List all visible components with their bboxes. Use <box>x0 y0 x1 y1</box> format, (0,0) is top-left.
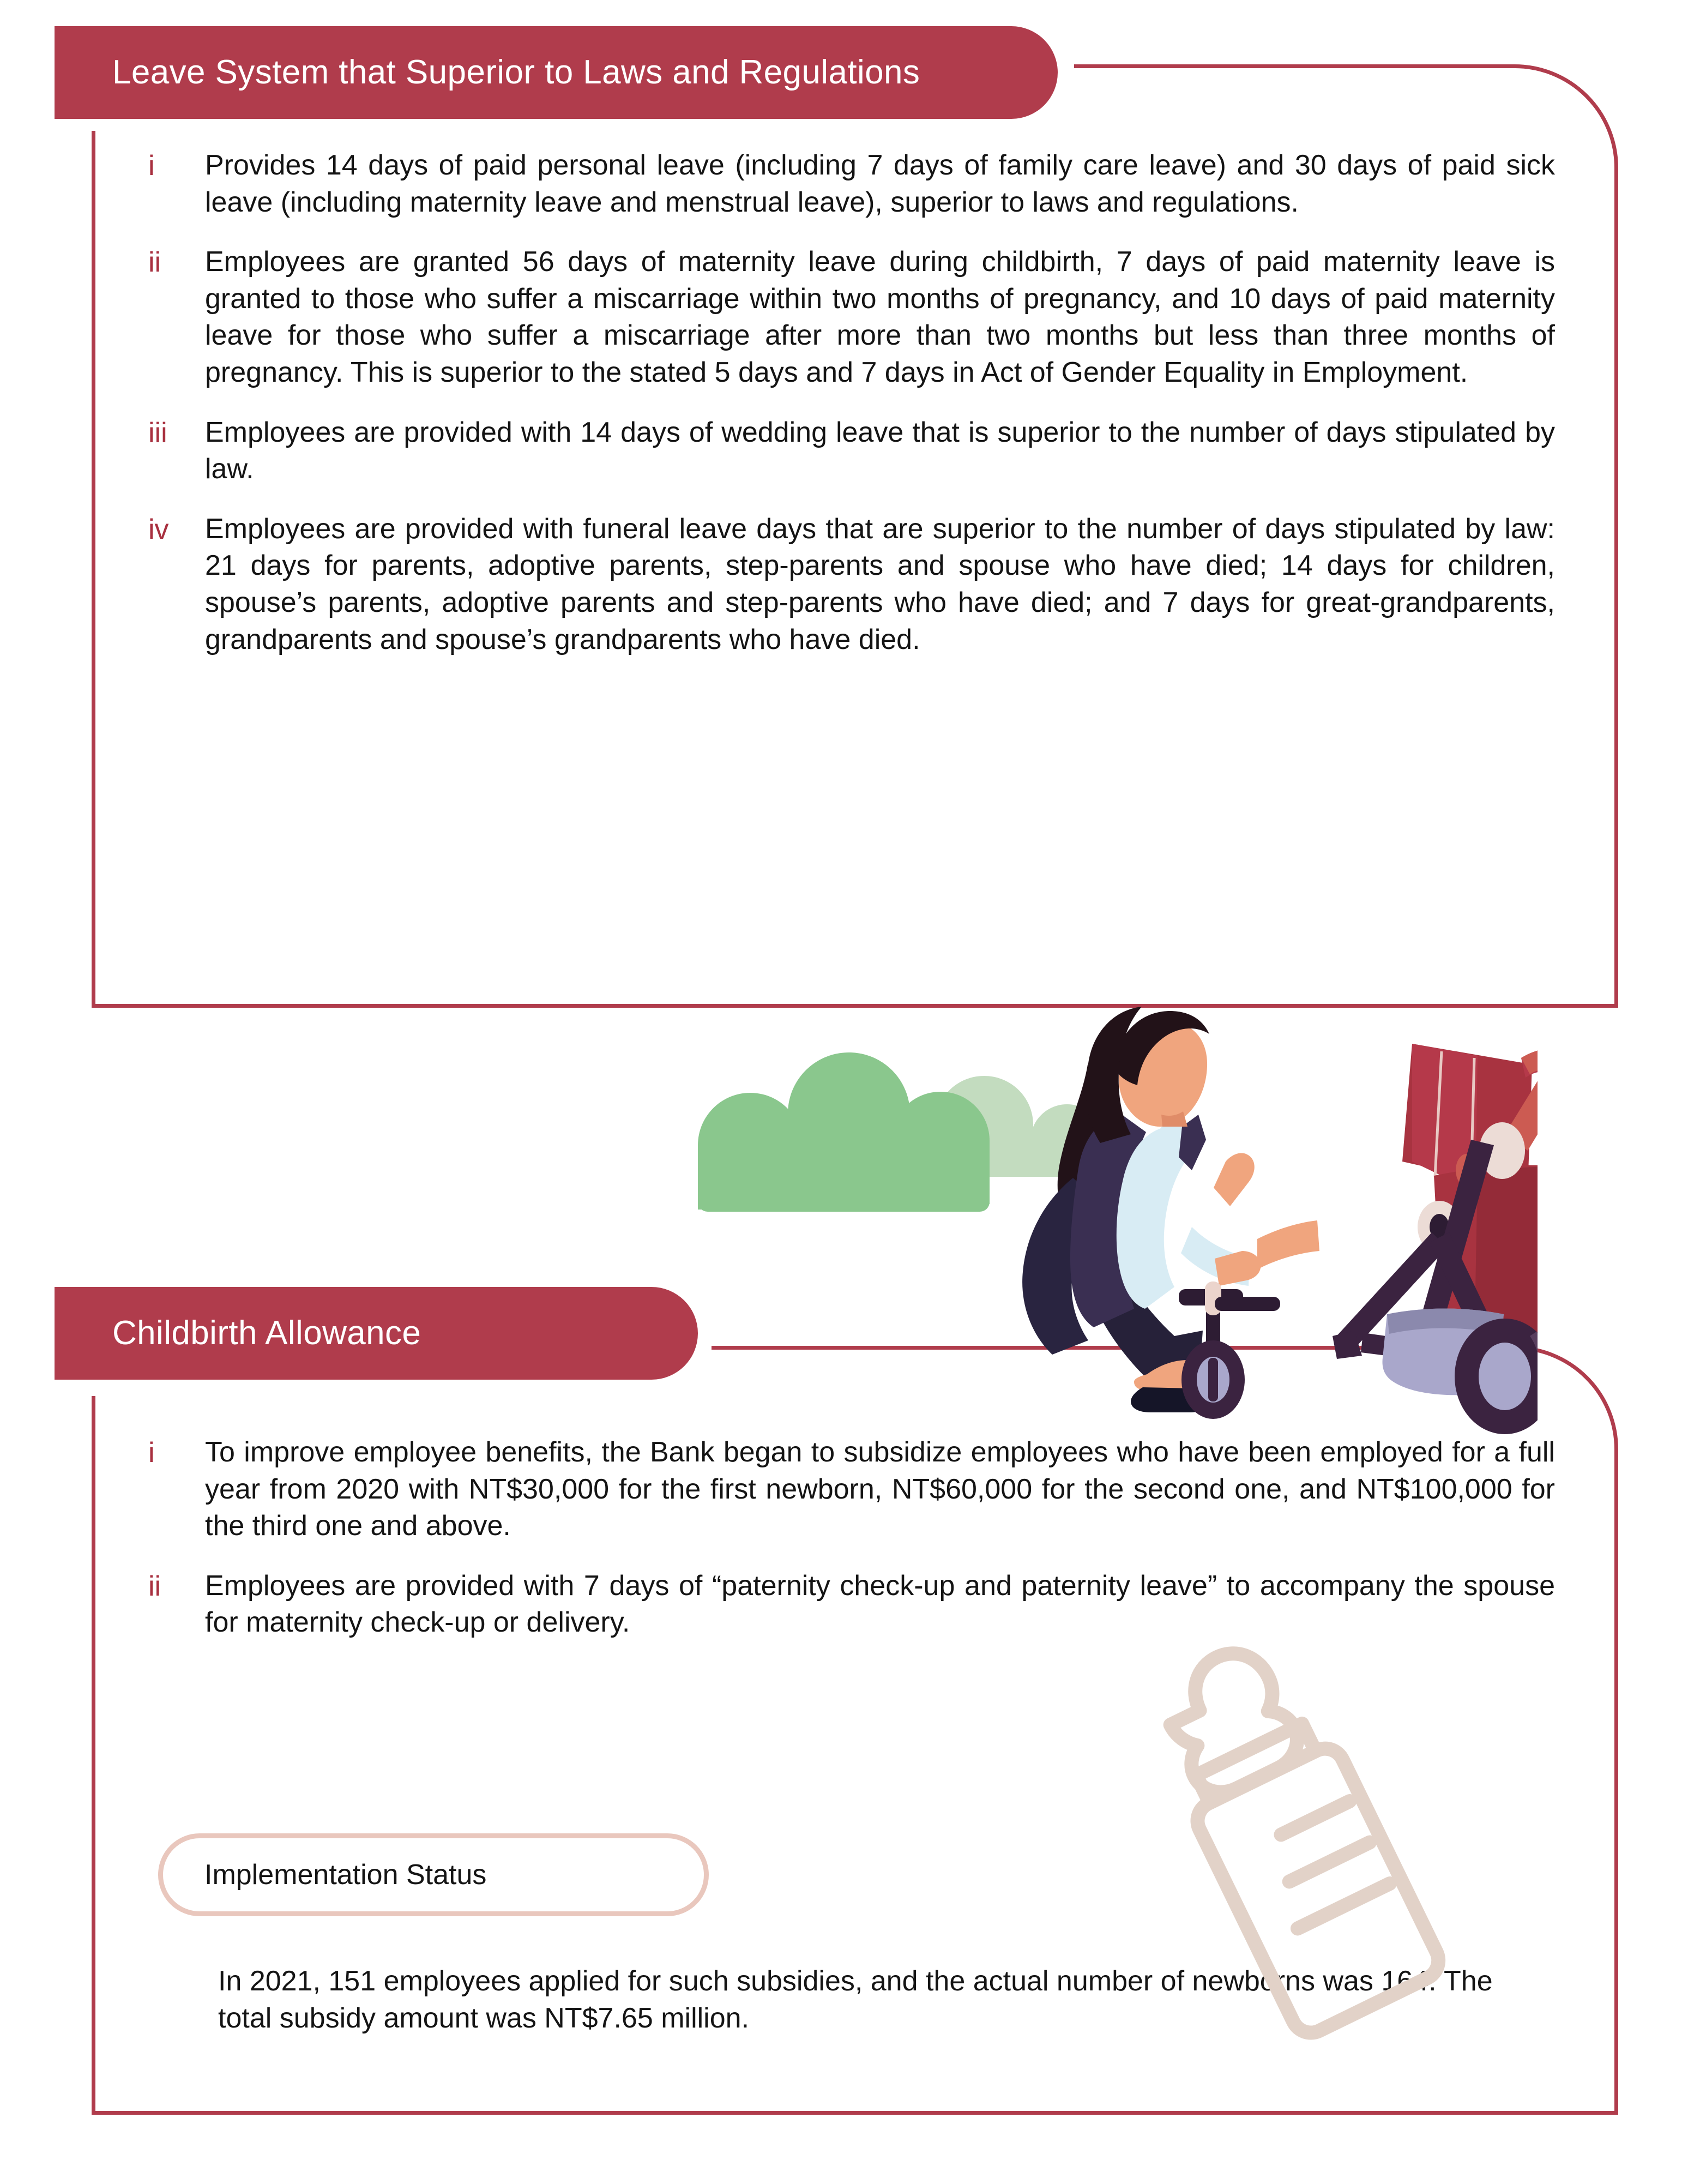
section-title-leave-system <box>55 26 1058 119</box>
status-badge <box>158 1833 709 1916</box>
list-item-text: Employees are provided with 14 days of wedding leave that is superior to the number of days stipulated by law. <box>205 416 1555 485</box>
list-item-marker: iv <box>148 513 169 545</box>
list-item-marker: i <box>148 1437 155 1469</box>
section-title-label: Leave System that Superior to Laws and Regulations <box>112 53 920 91</box>
list-item-text: Employees are provided with 7 days of “paternity check-up and paternity leave” to accompany the spouse for maternity check-up or delivery. <box>205 1569 1555 1639</box>
bush-front <box>698 1052 990 1212</box>
status-paragraph: In 2021, 151 employees applied for such subsidies, and the actual number of newborns was 164. The total subsidy amount was NT$7.65 million. <box>218 1965 1493 2034</box>
list-item-marker: iii <box>148 417 167 449</box>
bush-back <box>935 1076 1104 1177</box>
list-item <box>148 147 1555 221</box>
list-item-text: To improve employee benefits, the Bank began to subsidize employees who have been employed for a full year from 2020 with NT$30,000 for the first newborn, NT$60,000 for the second one, and NT$100,000 for the third one and above. <box>205 1436 1555 1542</box>
section-title-label: Childbirth Allowance <box>112 1314 421 1352</box>
list-item <box>148 1434 1555 1545</box>
list-item-marker: ii <box>148 246 161 279</box>
list-item-marker: i <box>148 150 155 182</box>
list-item <box>148 244 1555 391</box>
status-badge-label: Implementation Status <box>204 1859 487 1891</box>
list-item-text: Provides 14 days of paid personal leave (including 7 days of family care leave) and 30 days of paid sick leave (including maternity leave and menstrual leave), superior to laws and regulations. <box>205 149 1555 218</box>
list-item-text: Employees are provided with funeral leave days that are superior to the number of days stipulated by law: 21 days for parents, adoptive parents, step-parents and spouse who have died; 14 days for children, spouse’s parents, adoptive parents and step-parents who have died; and 7 days for great-grandparents, grandparents and spouse’s grandparents who have died. <box>205 513 1555 655</box>
baby-foot <box>1257 1220 1319 1270</box>
list-item <box>148 1568 1555 1641</box>
section-title-childbirth-allowance <box>55 1287 698 1380</box>
section-content-childbirth-allowance <box>148 1434 1555 1641</box>
list-item-marker: ii <box>148 1570 161 1602</box>
list-item-text: Employees are granted 56 days of maternity leave during childbirth, 7 days of paid maternity leave is granted to those who suffer a miscarriage within two months of pregnancy, and 10 days of paid maternity leave for those who suffer a miscarriage after more than two months but less than three months of pregnancy. This is superior to the stated 5 days and 7 days in Act of Gender Equality in Employment. <box>205 246 1555 388</box>
list-item <box>148 511 1555 658</box>
section-content-leave-system <box>148 147 1555 658</box>
list-item <box>148 414 1555 488</box>
